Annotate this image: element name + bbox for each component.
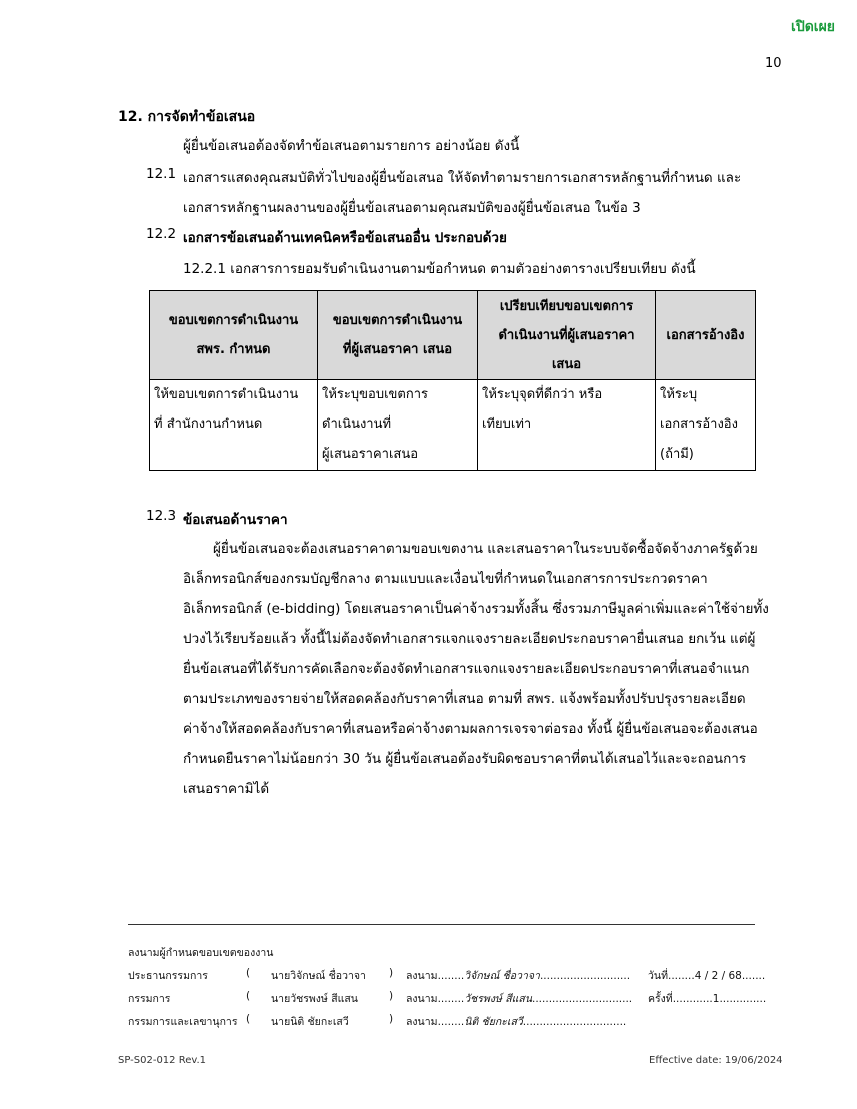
item-12-1-line2: เอกสารหลักฐานผลงานของผู้ยื่นข้อเสนอตามคุณสมบัติของผู้ยื่นข้อเสนอ ในข้อ 3: [183, 200, 641, 216]
item-12-2-title: เอกสารข้อเสนอด้านเทคนิคหรือข้อเสนออื่น ประกอบด้วย: [183, 230, 507, 246]
paren-open: (: [246, 967, 251, 979]
signature-text: วิจักษณ์ ชื่อวาจา: [464, 970, 540, 982]
sign-dots: ...........................: [539, 970, 631, 982]
sign-label: ลงนาม: [406, 1016, 438, 1028]
signer-role: กรรมการและเลขานุการ: [128, 1016, 238, 1028]
header-scope-proposed: [318, 291, 478, 380]
sign-dots: ........: [437, 993, 465, 1005]
signer-role: กรรมการ: [128, 993, 171, 1005]
paren-open: (: [246, 990, 251, 1002]
paragraph-line: อิเล็กทรอนิกส์ของกรมบัญชีกลาง ตามแบบและเงื่อนไขที่กำหนดในเอกสารการประกวดราคา: [183, 571, 708, 587]
paren-close: ): [389, 967, 394, 979]
signature-field: [406, 967, 630, 984]
paren-close: ): [389, 990, 394, 1002]
sign-label: ลงนาม: [406, 970, 438, 982]
signer-name: นายวัชรพงษ์ สีแสน: [271, 993, 358, 1005]
cell-line: ผู้เสนอราคาเสนอ: [322, 447, 419, 462]
table-cell: [150, 380, 318, 471]
header-line: เสนอ: [551, 356, 582, 372]
document-code: SP-S02-012 Rev.1: [118, 1055, 207, 1066]
effective-date: Effective date: 19/06/2024: [649, 1055, 783, 1066]
paragraph-line: อิเล็กทรอนิกส์ (e-bidding) โดยเสนอราคาเป็นค่าจ้างรวมทั้งสิ้น ซึ่งรวมภาษีมูลค่าเพิ่มและค่าใช้จ่ายทั้ง: [183, 601, 769, 617]
signature-text: วัชรพงษ์ สีแสน: [464, 993, 532, 1005]
sign-dots: ........: [437, 970, 465, 982]
item-12-1-number: 12.1: [146, 166, 177, 182]
header-reference: [656, 291, 756, 380]
sign-dots: ...............................: [522, 1016, 627, 1028]
header-line: ขอบเขตการดำเนินงาน: [168, 313, 299, 328]
cell-line: ที่ สำนักงานกำหนด: [154, 417, 263, 432]
header-line: ที่ผู้เสนอราคา เสนอ: [342, 342, 453, 357]
header-line: เอกสารอ้างอิง: [666, 327, 745, 343]
header-comparison: [478, 291, 656, 380]
signature-text: นิติ ชัยกะเสวี: [464, 1016, 523, 1028]
cell-line: ดำเนินงานที่: [322, 417, 392, 432]
table-row: [150, 380, 756, 471]
header-line: เปรียบเทียบขอบเขตการ: [499, 298, 634, 314]
item-12-3-number: 12.3: [146, 508, 177, 524]
paragraph-line: ยื่นข้อเสนอที่ได้รับการคัดเลือกจะต้องจัดทำเอกสารแจกแจงรายละเอียดประกอบราคาที่เสนอจำแนก: [183, 661, 750, 677]
item-12-2-number: 12.2: [146, 226, 177, 242]
paragraph-line: กำหนดยืนราคาไม่น้อยกว่า 30 วัน ผู้ยื่นข้อเสนอต้องรับผิดชอบราคาที่ตนได้เสนอไว้และจะถอนการ: [183, 751, 747, 767]
comparison-table: [149, 290, 756, 471]
meeting-number-field: ครั้งที่............1..............: [648, 993, 767, 1005]
cell-line: เอกสารอ้างอิง: [660, 417, 738, 432]
paragraph-line: ตามประเภทของรายจ่ายให้สอดคล้องกับราคาที่เสนอ ตามที่ สพร. แจ้งพร้อมทั้งปรับปรุงรายละเอียด: [183, 691, 746, 707]
header-line: สพร. กำหนด: [196, 342, 271, 357]
date-field: วันที่........4 / 2 / 68.......: [648, 970, 766, 982]
item-12-1-line1: เอกสารแสดงคุณสมบัติทั่วไปของผู้ยื่นข้อเสนอ ให้จัดทำตามรายการเอกสารหลักฐานที่กำหนด และ: [183, 170, 742, 186]
header-line: ขอบเขตการดำเนินงาน: [332, 313, 463, 328]
item-12-3-title: ข้อเสนอด้านราคา: [183, 512, 288, 528]
paren-open: (: [246, 1013, 251, 1025]
sign-dots: ........: [437, 1016, 465, 1028]
section-title: 12. การจัดทำข้อเสนอ: [118, 109, 256, 125]
cell-line: (ถ้ามี): [660, 447, 694, 462]
cell-line: เทียบเท่า: [482, 417, 532, 432]
paragraph-line: ค่าจ้างให้สอดคล้องกับราคาที่เสนอหรือค่าจ้างตามผลการเจรจาต่อรอง ทั้งนี้ ผู้ยื่นข้อเสนอจะต้องเสนอ: [183, 721, 758, 737]
signature-field: [406, 990, 632, 1007]
table-cell: [656, 380, 756, 471]
header-line: ดำเนินงานที่ผู้เสนอราคา: [498, 327, 635, 343]
paragraph-line: ปวงไว้เรียบร้อยแล้ว ทั้งนี้ไม่ต้องจัดทำเอกสารแจกแจงรายละเอียดประกอบราคายื่นเสนอ ยกเว้น แต่ผู้: [183, 631, 756, 647]
table-cell: [318, 380, 478, 471]
signer-name: นายนิติ ชัยกะเสวี: [271, 1016, 349, 1028]
section-intro: ผู้ยื่นข้อเสนอต้องจัดทำข้อเสนอตามรายการ อย่างน้อย ดังนี้: [183, 138, 520, 154]
header-scope-defined: [150, 291, 318, 380]
sign-dots: ..............................: [532, 993, 633, 1005]
cell-line: ให้ขอบเขตการดำเนินงาน: [154, 387, 299, 402]
cell-line: ให้ระบุขอบเขตการ: [322, 387, 429, 402]
cell-line: ให้ระบุ: [660, 387, 698, 402]
paragraph-line: เสนอราคามิได้: [183, 781, 270, 797]
signature-heading: ลงนามผู้กำหนดขอบเขตของงาน: [128, 947, 274, 959]
separator-line: [128, 924, 755, 925]
page-number: 10: [765, 56, 782, 71]
signer-name: นายวิจักษณ์ ชื่อวาจา: [271, 970, 366, 982]
signer-role: ประธานกรรมการ: [128, 970, 208, 982]
item-12-2-1-text: 12.2.1 เอกสารการยอมรับดำเนินงานตามข้อกำหนด ตามตัวอย่างตารางเปรียบเทียบ ดังนี้: [183, 261, 696, 277]
table-header-row: [150, 291, 756, 380]
cell-line: ให้ระบุจุดที่ดีกว่า หรือ: [482, 387, 603, 402]
signature-field: [406, 1013, 626, 1030]
sign-label: ลงนาม: [406, 993, 438, 1005]
table-cell: [478, 380, 656, 471]
paragraph-line: ผู้ยื่นข้อเสนอจะต้องเสนอราคาตามขอบเขตงาน และเสนอราคาในระบบจัดซื้อจัดจ้างภาครัฐด้วย: [213, 541, 758, 557]
paren-close: ): [389, 1013, 394, 1025]
classification-label: เปิดเผย: [791, 19, 835, 35]
